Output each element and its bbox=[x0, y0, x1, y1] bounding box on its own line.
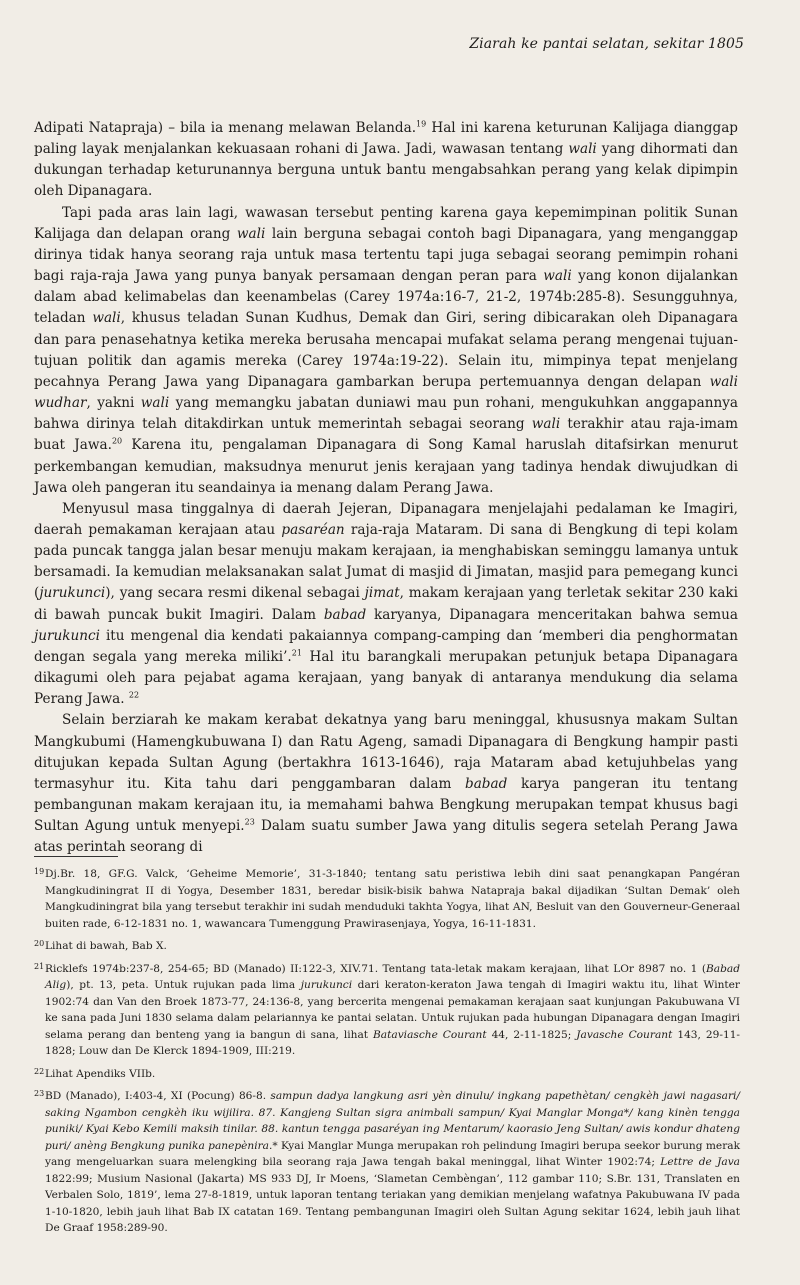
italic-term: jurukunci bbox=[39, 585, 106, 602]
footnotes bbox=[34, 866, 740, 1243]
italic-term: wali bbox=[543, 268, 572, 285]
text-run: yang konon dijalankan dalam abad kelimabelas dan keenambelas (Carey 1974a:16-7, 21-2, 1974b:285-8). Sesungguhnya, teladan bbox=[34, 268, 739, 327]
note-reference: 23 bbox=[244, 817, 255, 827]
text-run: BD (Manado), I:403-4, XI (Pocung) 86-8. bbox=[45, 1090, 271, 1102]
footnote-20 bbox=[34, 938, 740, 955]
running-head: Ziarah ke pantai selatan, sekitar 1805 bbox=[469, 36, 744, 52]
footnote-text bbox=[45, 868, 740, 930]
italic-term: babad bbox=[323, 606, 367, 623]
italic-term: pasaréan bbox=[281, 521, 345, 538]
footnote-marker: 19 bbox=[34, 867, 45, 876]
footnote-22 bbox=[34, 1066, 740, 1083]
footnote-21 bbox=[34, 961, 740, 1060]
note-reference: 21 bbox=[291, 648, 302, 658]
italic-term: jurukunci bbox=[300, 979, 353, 991]
italic-term: sampun dadya langkung asri yèn dinulu/ ingkang papethètan/ cengkèh jawi nagasari/ saking Ngambon cengkèh iku wijilira. 87. Kangjeng Sultan sigra animbali sampun/ Kyai Manglar Monga*/ kang kinèn tengga puniki/ Kyai Kebo Kemili maksih tinilar. 88. kantun tengga pasaréyan ing Mentarum/ kaorasio Jeng Sultan/ awis kondur dhateng puri/ anèng Bengkung punika panepènira. bbox=[45, 1090, 740, 1152]
text-run: ), pt. 13, peta. Untuk rujukan pada lima bbox=[66, 979, 301, 991]
italic-term: Javasche Courant bbox=[576, 1028, 673, 1041]
text-run: , yakni bbox=[86, 395, 141, 412]
italic-term: babad bbox=[465, 775, 508, 792]
italic-term: wali bbox=[92, 310, 121, 327]
footnote-19 bbox=[34, 866, 740, 932]
footnote-marker: 21 bbox=[34, 961, 45, 971]
italic-term: jimat bbox=[364, 585, 400, 602]
paragraph-1 bbox=[34, 118, 738, 203]
text-run: ), yang secara resmi dikenal sebagai bbox=[105, 585, 365, 602]
text-run: raja-raja Mataram. Di sana di Bengkung di tepi kolam pada puncak tangga jalan besar menuju makam kerajaan, ia menghabiskan seminggu lamanya untuk bersamadi. Ia kemudian melaksanakan salat Jumat di masjid di Jimatan, masjid para pemegang kunci ( bbox=[34, 521, 738, 602]
note-reference: 22 bbox=[128, 690, 140, 700]
note-reference: 19 bbox=[416, 119, 427, 129]
note-reference: 20 bbox=[111, 436, 123, 446]
text-run: , khusus teladan Sunan Kudhus, Demak dan Giri, sering dibicarakan oleh Dipanagara dan para penasehatnya ketika mereka berusaha mencapai mufakat selama perang mengenai tujuan-tujuan politik dan agamis mereka (Carey 1974a:19-22). Selain itu, mimpinya tepat menjelang pecahnya Perang Jawa yang Dipanagara gambarkan berupa pertemuannya dengan delapan bbox=[34, 310, 739, 390]
main-text bbox=[34, 118, 738, 858]
footnote-text bbox=[45, 940, 167, 952]
italic-term: Bataviasche Courant bbox=[373, 1028, 487, 1041]
text-run: Dj.Br. 18, GF.G. Valck, ‘Geheime Memorie’, 31-3-1840; tentang satu peristiwa lebih dini saat penangkapan Pangéran Mangkudiningrat II di Yogya, Desember 1831, beredar bisik-bisik bahwa Natapraja bakal dijadikan ‘Sultan Demak’ oleh Mangkudiningrat bila yang tersebut terakhir ini sudah menduduki takhta Yogya, lihat AN, Besluit van den Gouverneur-Generaal buiten rade, 6-12-1831 no. 1, wawancara Tumenggung Prawirasenjaya, Yogya, 16-11-1831. bbox=[45, 868, 740, 930]
paragraph-4 bbox=[34, 710, 738, 858]
footnote-separator bbox=[34, 856, 118, 857]
text-run: Adipati Natapraja) – bila ia menang melawan Belanda. bbox=[34, 120, 417, 136]
text-run: * Kyai Manglar Munga merupakan roh pelindung Imagiri berupa seekor burung merak yang mengeluarkan suara melengking bila seorang raja Jawa tengah bakal meninggal, lihat Winter 1902:74; bbox=[45, 1139, 740, 1168]
text-run: Hal ini karena keturunan Kalijaga dianggap paling layak menjalankan kekuasaan rohani di Jawa. Jadi, wawasan tentang bbox=[34, 120, 738, 158]
italic-term: Babad Alig bbox=[45, 962, 740, 991]
text-run: 143, 29-11-1828; Louw dan De Klerck 1894-1909, III:219. bbox=[45, 1028, 741, 1057]
text-run: Ricklefs 1974b:237-8, 254-65; BD (Manado) II:122-3, XIV.71. Tentang tata-letak makam kerajaan, lihat LOr 8987 no. 1 ( bbox=[45, 962, 707, 975]
italic-term: wali wudhar bbox=[34, 373, 738, 412]
italic-term: wali bbox=[531, 416, 561, 433]
text-run: Lihat di bawah, Bab X. bbox=[45, 940, 167, 952]
italic-term: Lettre de Java bbox=[660, 1156, 740, 1168]
text-run: Selain berziarah ke makam kerabat dekatnya yang baru meninggal, khususnya makam Sultan Mangkubumi (Hamengkubuwana I) dan Ratu Ageng, samadi Dipanagara di Bengkung hampir pasti ditujukan kepada Sultan Agung (bertakhra 1613-1646), raja Mataram abad ketujuhbelas yang termasyhur itu. Kita tahu dari penggambaran dalam bbox=[34, 712, 738, 792]
text-run: lain berguna sebagai contoh bagi Dipanagara, yang menganggap dirinya tidak hanya seorang raja untuk masa tertentu tapi juga sebagai seorang pemimpin rohani bagi raja-raja Jawa yang punya banyak persamaan dengan peran para bbox=[34, 225, 738, 285]
text-run: Karena itu, pengalaman Dipanagara di Song Kamal haruslah ditafsirkan menurut perkembangan kemudian, maksudnya menurut jenis kerajaan yang tadinya hendak diwujudkan di Jawa oleh pangeran itu seandainya ia menang dalam Perang Jawa. bbox=[34, 437, 739, 496]
text-run: dari keraton-keraton Jawa tengah di Imagiri waktu itu, lihat Winter 1902:74 dan Van den Broek 1873-77, 24:136-8, yang bercerita mengenai pemakaman kerajaan saat kunjungan Pakubuwana VI ke sana pada Juni 1830 selama dalam pelariannya ke pantai selatan. Untuk rujukan pada hubungan Dipanagara dengan Imagiri selama perang dan benteng yang ia bangun di sana, lihat bbox=[45, 979, 740, 1041]
italic-term: jurukunci bbox=[34, 627, 100, 644]
text-run: , makam kerajaan yang terletak sekitar 230 kaki di bawah puncak bukit Imagiri. Dalam bbox=[34, 585, 738, 623]
text-run: Menyusul masa tinggalnya di daerah Jejeran, Dipanagara menjelajahi pedalaman ke Imagiri, daerah pemakaman kerajaan atau bbox=[34, 500, 738, 538]
footnote-marker: 23 bbox=[34, 1089, 45, 1098]
text-run: 1822:99; Musium Nasional (Jakarta) MS 933 DJ, Ir Moens, ‘Slametan Cembèngan’, 112 gambar 110; S.Br. 131, Translaten en Verbalen Solo, 1819’, lema 27-8-1819, untuk laporan tentang teriakan yang demikian menjelang wafatnya Pakubuwana IV pada 1-10-1820, lebih jauh lihat Bab IX catatan 169. Tentang pembangunan Imagiri oleh Sultan Agung sekitar 1624, lebih jauh lihat De Graaf 1958:289-90. bbox=[45, 1172, 740, 1234]
text-run: karya pangeran itu tentang pembangunan makam kerajaan itu, ia memahami bahwa Bengkung merupakan tempat khusus bagi Sultan Agung untuk menyepi. bbox=[34, 775, 738, 835]
text-run: 44, 2-11-1825; bbox=[486, 1028, 577, 1041]
text-run: Lihat Apendiks VIIb. bbox=[45, 1067, 156, 1080]
footnote-text bbox=[45, 1068, 155, 1080]
paragraph-3 bbox=[34, 499, 738, 711]
footnote-23 bbox=[34, 1088, 740, 1237]
italic-term: wali bbox=[568, 141, 597, 158]
paragraph-2 bbox=[34, 203, 738, 499]
text-run: Tapi pada aras lain lagi, wawasan tersebut penting karena gaya kepemimpinan politik Sunan Kalijaga dan delapan orang bbox=[34, 204, 738, 242]
text-run: terakhir atau raja-imam buat Jawa. bbox=[34, 416, 738, 454]
text-run: itu mengenal dia kendati pakaiannya compang-camping dan ‘memberi dia penghormatan dengan segala yang mereka miliki’. bbox=[34, 627, 738, 665]
footnote-marker: 20 bbox=[34, 939, 45, 948]
text-run: yang memangku jabatan duniawi mau pun rohani, mengukuhkan anggapannya bahwa dirinya telah ditakdirkan untuk memerintah sebagai seorang bbox=[34, 395, 738, 433]
text-run: Dalam suatu sumber Jawa yang ditulis segera setelah Perang Jawa atas perintah seorang di bbox=[34, 818, 738, 856]
text-run: karyanya, Dipanagara menceritakan bahwa semua bbox=[366, 606, 739, 623]
text-run: yang dihormati dan dukungan terhadap keturunannya berguna untuk bantu mengabsahkan perang yang kelak dipimpin oleh Dipanagara. bbox=[34, 141, 738, 200]
italic-term: wali bbox=[236, 225, 266, 242]
footnote-text bbox=[45, 1090, 740, 1234]
text-run: Hal itu barangkali merupakan petunjuk betapa Dipanagara dikagumi oleh para pejabat agama kerajaan, yang banyak di antaranya mendukung dia selama Perang Jawa. bbox=[34, 648, 738, 708]
footnote-marker: 22 bbox=[34, 1066, 45, 1076]
footnote-text bbox=[45, 963, 740, 1058]
italic-term: wali bbox=[140, 395, 170, 412]
